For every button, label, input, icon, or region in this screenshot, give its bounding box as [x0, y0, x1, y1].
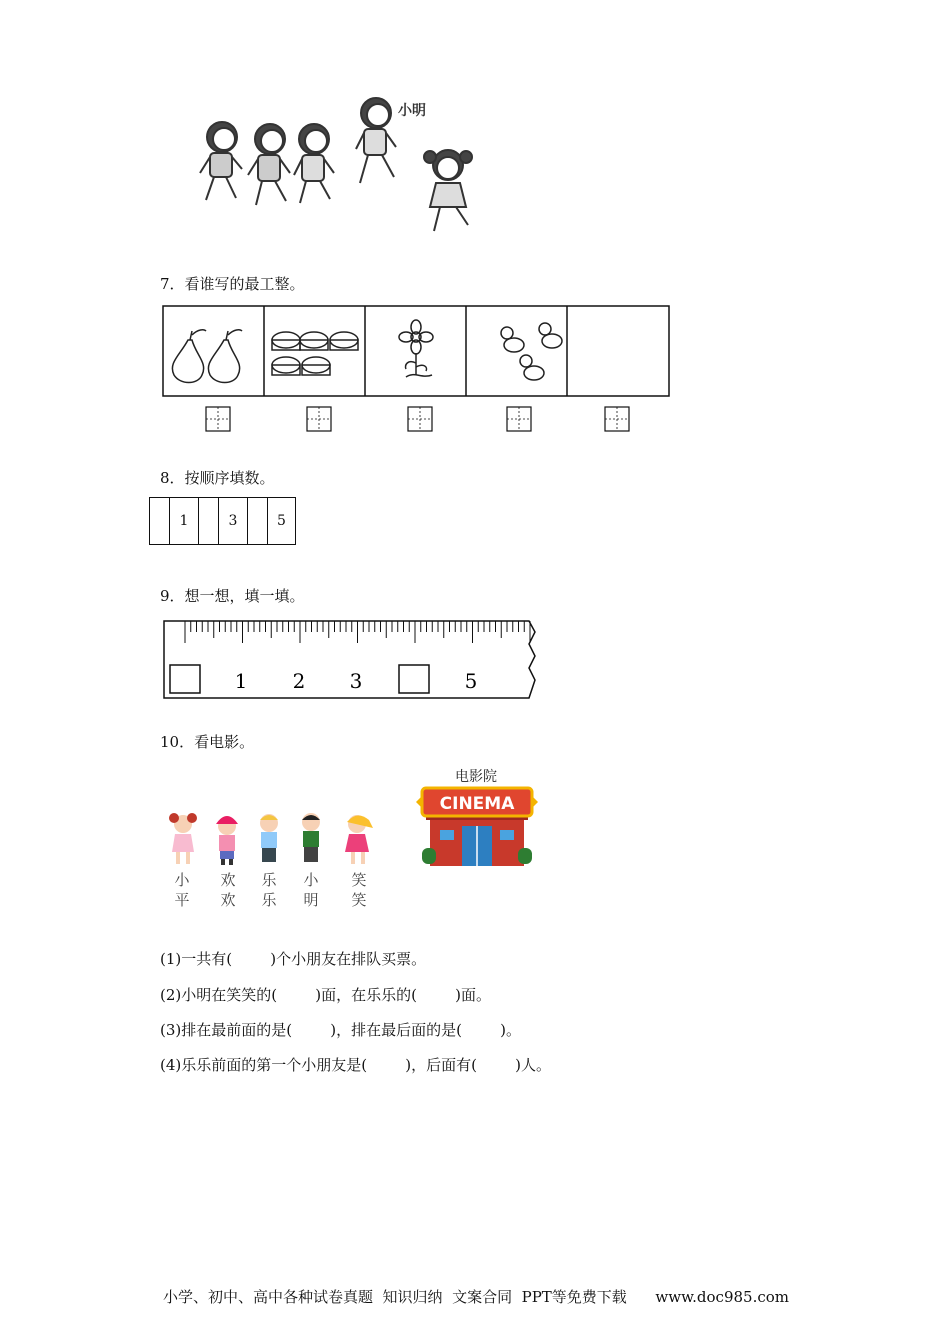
kid-huanhuan-icon: [216, 816, 238, 865]
kid-xiaoming-icon: [302, 813, 320, 862]
ruler-label: 1: [234, 669, 248, 693]
kid-name-lele: 乐 乐: [261, 871, 277, 909]
flower-icon: [399, 320, 433, 377]
cinema-label: 电影院: [455, 769, 497, 785]
q8-cell: 5: [277, 513, 286, 529]
q7-picture-table: [162, 305, 672, 435]
ruler-label: 2: [292, 669, 306, 693]
ruler: [163, 620, 538, 702]
q8-number-sequence: [149, 497, 296, 545]
xiaoming-label: 小明: [398, 103, 426, 119]
q10-question-2: (2)小明在笑笑的( )面，在乐乐的( )面。: [160, 986, 491, 1004]
kid-name-xiaoming: 小 明: [303, 871, 319, 909]
q10-question-4: (4)乐乐前面的第一个小朋友是( )，后面有( )人。: [160, 1056, 551, 1074]
ruler-label: 3: [349, 669, 363, 693]
q8-title: 8．按顺序填数。: [160, 469, 275, 487]
running-children-illustration: [190, 95, 490, 240]
q10-question-3: (3)排在最前面的是( )，排在最后面的是( )。: [160, 1021, 521, 1039]
ruler-box-0[interactable]: [170, 665, 200, 693]
cinema-sign: CINEMA: [439, 794, 515, 814]
queue-kids: [163, 808, 383, 868]
q8-cell[interactable]: [199, 498, 219, 544]
kid-xiaoxiao-icon: [345, 815, 373, 864]
rolls-icon: [272, 332, 358, 375]
q8-cell[interactable]: [150, 498, 170, 544]
q10-question-1: (1)一共有( )个小朋友在排队买票。: [160, 950, 427, 968]
kid-name-xiaoxiao: 笑 笑: [351, 871, 367, 909]
q9-title: 9．想一想，填一填。: [160, 587, 305, 605]
kid-name-xiaoping: 小 平: [174, 871, 190, 909]
kid-xiaoping-icon: [169, 813, 197, 864]
cinema-building-icon: [412, 786, 542, 868]
q7-title: 7．看谁写的最工整。: [160, 275, 305, 293]
kid-name-huanhuan: 欢 欢: [220, 871, 236, 909]
chicks-icon: [501, 323, 562, 380]
pears-icon: [172, 330, 242, 383]
q8-cell: 1: [170, 498, 199, 544]
kid-lele-icon: [260, 814, 278, 862]
page-footer: 小学、初中、高中各种试卷真题 知识归纳 文案合同 PPT等免费下载 www.doc985.com: [163, 1288, 790, 1306]
ruler-box-4[interactable]: [399, 665, 429, 693]
q8-cell[interactable]: [248, 498, 268, 544]
q8-cell: 3: [219, 498, 248, 544]
q10-title: 10．看电影。: [160, 733, 255, 751]
ruler-label: 5: [464, 669, 478, 693]
